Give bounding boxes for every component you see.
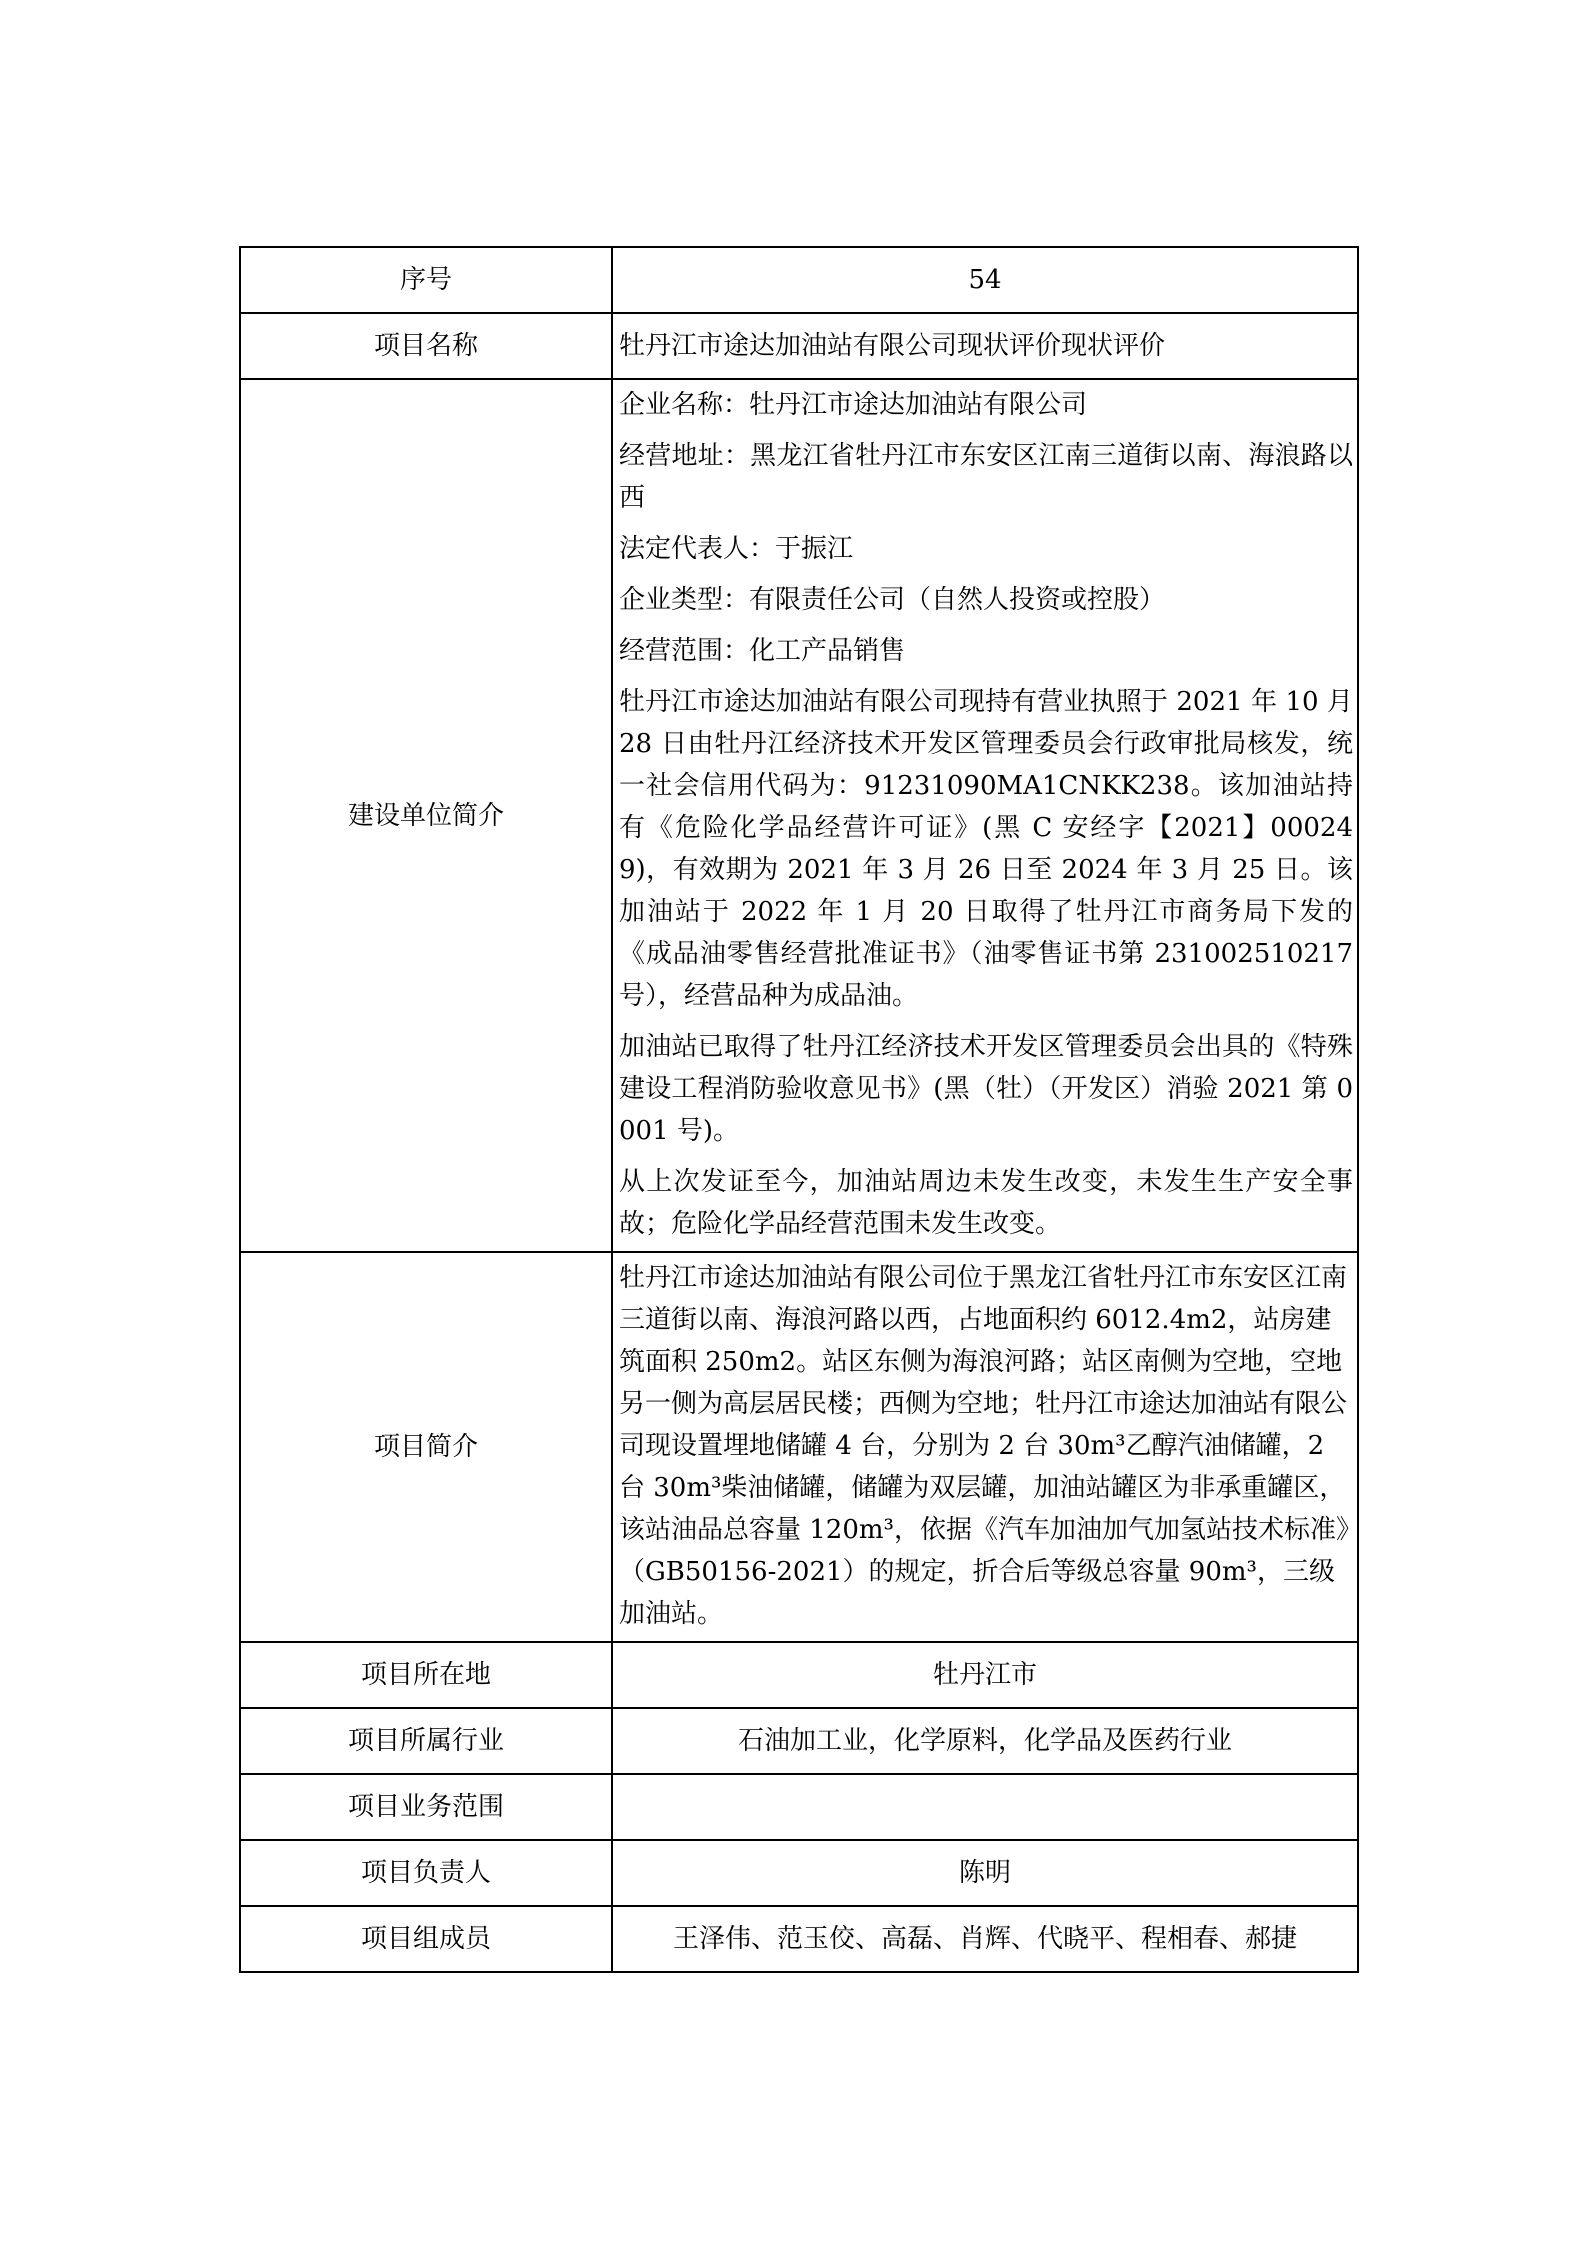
location-row: [240, 1642, 1358, 1708]
members-value: 王泽伟、范玉佼、高磊、肖辉、代晓平、程相春、郝捷: [612, 1906, 1358, 1972]
industry-value: 石油加工业，化学原料，化学品及医药行业: [612, 1708, 1358, 1774]
location-label: 项目所在地: [240, 1642, 612, 1708]
project-name-label: 项目名称: [240, 313, 612, 379]
project-name-row: [240, 313, 1358, 379]
legal-representative-text: 法定代表人：于振江: [619, 534, 854, 564]
project-name-value: 牡丹江市途达加油站有限公司现状评价现状评价: [612, 313, 1358, 379]
serial-label: 序号: [240, 247, 612, 313]
business-scope-label: 项目业务范围: [240, 1774, 612, 1840]
leader-row: [240, 1840, 1358, 1906]
industry-row: [240, 1708, 1358, 1774]
serial-row: [240, 247, 1358, 313]
project-record-table: [239, 246, 1359, 1973]
industry-label: 项目所属行业: [240, 1708, 612, 1774]
license-paragraph: 牡丹江市途达加油站有限公司现持有营业执照于 2021 年 10 月 28 日由牡丹江经济技术开发区管理委员会行政审批局核发，统一社会信用代码为：91231090MA1CNKK238。该加油站持有《危险化学品经营许可证》(黑 C 安经字【2021】000249)，有效期为 2021 年 3 月 26 日至 2024 年 3 月 25 日。该加油站于 2022 年 1 月 20 日取得了牡丹江市商务局下发的《成品油零售经营批准证书》（油零售证书第 231002510217 号），经营品种为成品油。: [619, 687, 1353, 1011]
leader-value: 陈明: [612, 1840, 1358, 1906]
business-scope-text: 经营范围：化工产品销售: [619, 636, 906, 666]
project-intro-text: 牡丹江市途达加油站有限公司位于黑龙江省牡丹江市东安区江南三道街以南、海浪河路以西，占地面积约 6012.4m2，站房建筑面积 250m2。站区东侧为海浪河路；站区南侧为空地，空地另一侧为高层居民楼；西侧为空地；牡丹江市途达加油站有限公司现设置埋地储罐 4 台，分别为 2 台 30m³乙醇汽油储罐，2 台 30m³柴油储罐，储罐为双层罐，加油站罐区为非承重罐区，该站油品总容量 120m³，依据《汽车加油加气加氢站技术标准》（GB50156-2021）的规定，折合后等级总容量 90m³，三级加油站。: [612, 1252, 1358, 1642]
enterprise-name-text: 企业名称：牡丹江市途达加油站有限公司: [619, 390, 1088, 420]
leader-label: 项目负责人: [240, 1840, 612, 1906]
members-label: 项目组成员: [240, 1906, 612, 1972]
serial-value: 54: [612, 247, 1358, 313]
business-address-text: 经营地址：黑龙江省牡丹江市东安区江南三道街以南、海浪路以西: [619, 441, 1353, 513]
fire-acceptance-paragraph: 加油站已取得了牡丹江经济技术开发区管理委员会出具的《特殊建设工程消防验收意见书》(黑（牡）（开发区）消验 2021 第 0001 号)。: [619, 1032, 1353, 1146]
status-change-paragraph: 从上次发证至今，加油站周边未发生改变，未发生生产安全事故；危险化学品经营范围未发生改变。: [619, 1167, 1353, 1239]
enterprise-type-text: 企业类型：有限责任公司（自然人投资或控股）: [619, 585, 1166, 615]
project-intro-label: 项目简介: [240, 1252, 612, 1642]
unit-intro-row: [240, 379, 1358, 1252]
members-row: [240, 1906, 1358, 1972]
unit-intro-label: 建设单位简介: [240, 379, 612, 1252]
project-intro-row: [240, 1252, 1358, 1642]
location-value: 牡丹江市: [612, 1642, 1358, 1708]
business-scope-value: [612, 1774, 1358, 1840]
business-scope-row: [240, 1774, 1358, 1840]
unit-intro-content: [612, 379, 1358, 1252]
